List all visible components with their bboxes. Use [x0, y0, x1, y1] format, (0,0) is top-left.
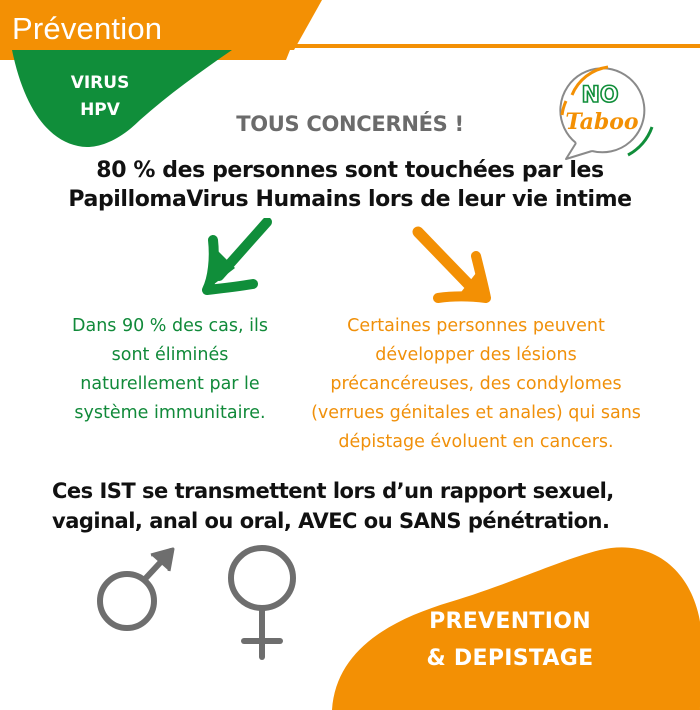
green-line: sont éliminés	[111, 345, 229, 365]
badge-line-2: HPV	[80, 100, 120, 120]
prevention-depistage-callout	[380, 603, 640, 677]
cta-line-2: & DEPISTAGE	[426, 646, 594, 671]
subtitle: TOUS CONCERNÉS !	[236, 112, 464, 136]
green-line: Dans 90 % des cas, ils	[72, 316, 268, 336]
headline-line-2: PapillomaVirus Humains lors de leur vie intime	[68, 187, 632, 212]
green-line: système immunitaire.	[74, 403, 266, 423]
transmission-line-2: vaginal, anal ou oral, AVEC ou SANS pénétration.	[52, 509, 610, 533]
female-symbol-icon	[222, 543, 302, 663]
badge-line-1: VIRUS	[70, 73, 130, 93]
transmission-line-1: Ces IST se transmettent lors d’un rapport sexuel,	[52, 479, 614, 503]
orange-line: dépistage évoluent en cancers.	[338, 432, 614, 452]
headline-line-1: 80 % des personnes sont touchées par les	[96, 158, 604, 183]
orange-line: (verrues génitales et anales) qui sans	[311, 403, 641, 423]
transmission-text	[52, 476, 672, 536]
headline	[0, 156, 700, 214]
outcome-orange-text	[288, 312, 664, 457]
cta-line-1: PREVENTION	[429, 609, 591, 634]
orange-line: développer des lésions	[375, 345, 577, 365]
header-title: Prévention	[12, 11, 163, 46]
male-symbol-icon	[95, 545, 185, 635]
orange-line: Certaines personnes peuvent	[347, 316, 605, 336]
arrow-down-right-icon	[408, 224, 498, 308]
arrow-down-left-icon	[195, 218, 275, 298]
orange-line: précancéreuses, des condylomes	[330, 374, 622, 394]
logo-taboo-text: Taboo	[565, 109, 639, 135]
green-line: naturellement par le	[80, 374, 260, 394]
no-taboo-logo	[548, 55, 668, 165]
outcome-green-text	[50, 312, 290, 428]
logo-no-text: NO	[581, 83, 619, 108]
